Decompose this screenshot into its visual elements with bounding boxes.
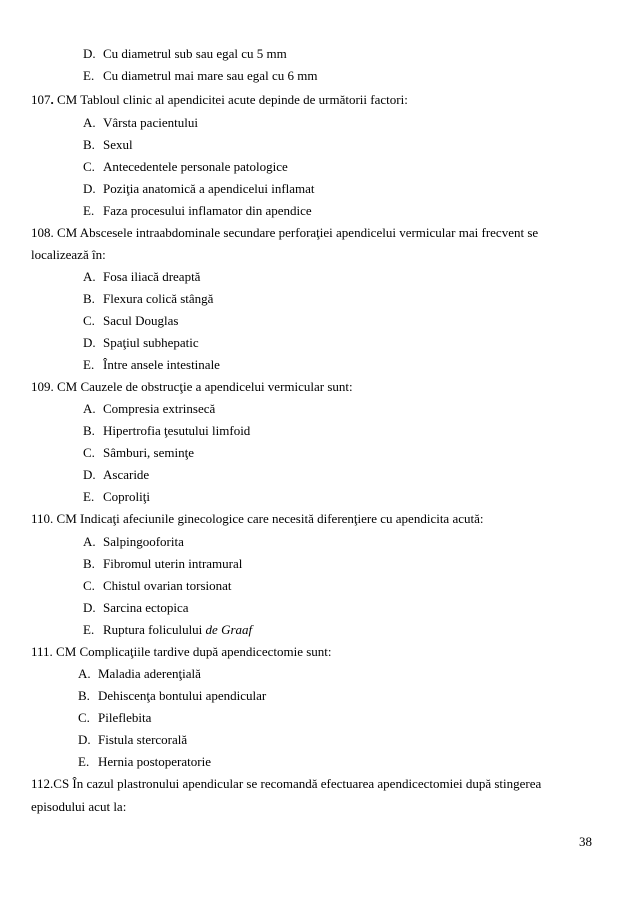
question-107: 107. CM Tabloul clinic al apendicitei acute depinde de următorii factori: <box>31 92 408 107</box>
question-110: 110. CM Indicaţi afeciunile ginecologice care necesită diferenţiere cu apendicita acută: <box>31 511 484 526</box>
option-line: B. Fibromul uterin intramural <box>83 556 243 571</box>
option-line: A. Compresia extrinsecă <box>83 401 216 416</box>
question-111: 111. CM Complicaţiile tardive după apendicectomie sunt: <box>31 644 332 659</box>
option-line: B. Hipertrofia ţesutului limfoid <box>83 423 251 438</box>
option-line: E. Cu diametrul mai mare sau egal cu 6 mm <box>83 68 318 83</box>
option-line: D. Spaţiul subhepatic <box>83 335 199 350</box>
option-line: B. Sexul <box>83 137 133 152</box>
option-line: B. Flexura colică stângă <box>83 291 214 306</box>
option-line: D. Cu diametrul sub sau egal cu 5 mm <box>83 46 287 61</box>
option-line: C. Chistul ovarian torsionat <box>83 578 232 593</box>
option-line: E. Ruptura foliculului de Graaf <box>83 622 253 637</box>
option-line: C. Pileflebita <box>78 710 152 725</box>
option-line: D. Sarcina ectopica <box>83 600 189 615</box>
option-line: A. Maladia aderenţială <box>78 666 201 681</box>
option-line: E. Între ansele intestinale <box>83 357 220 372</box>
option-line: E. Faza procesului inflamator din apendice <box>83 203 312 218</box>
question-112: 112.CS În cazul plastronului apendicular se recomandă efectuarea apendicectomiei după stingerea <box>31 776 542 791</box>
question-112-continued: episodului acut la: <box>31 799 127 814</box>
option-line: E. Coproliţi <box>83 489 150 504</box>
option-line: A. Fosa iliacă dreaptă <box>83 269 201 284</box>
option-line: B. Dehiscenţa bontului apendicular <box>78 688 267 703</box>
option-line: A. Vârsta pacientului <box>83 115 198 130</box>
page-number: 38 <box>579 834 592 849</box>
option-line: C. Sacul Douglas <box>83 313 179 328</box>
option-line: C. Sâmburi, seminţe <box>83 445 194 460</box>
option-line: D. Ascaride <box>83 467 150 482</box>
question-109: 109. CM Cauzele de obstrucţie a apendicelui vermicular sunt: <box>31 379 353 394</box>
question-108-continued: localizează în: <box>31 247 106 262</box>
option-line: D. Poziţia anatomică a apendicelui inflamat <box>83 181 315 196</box>
option-line: D. Fistula stercorală <box>78 732 188 747</box>
question-108: 108. CM Abscesele intraabdominale secundare perforaţiei apendicelui vermicular mai frecvent se <box>31 225 539 240</box>
option-line: E. Hernia postoperatorie <box>78 754 211 769</box>
option-line: C. Antecedentele personale patologice <box>83 159 288 174</box>
option-line: A. Salpingooforita <box>83 534 184 549</box>
